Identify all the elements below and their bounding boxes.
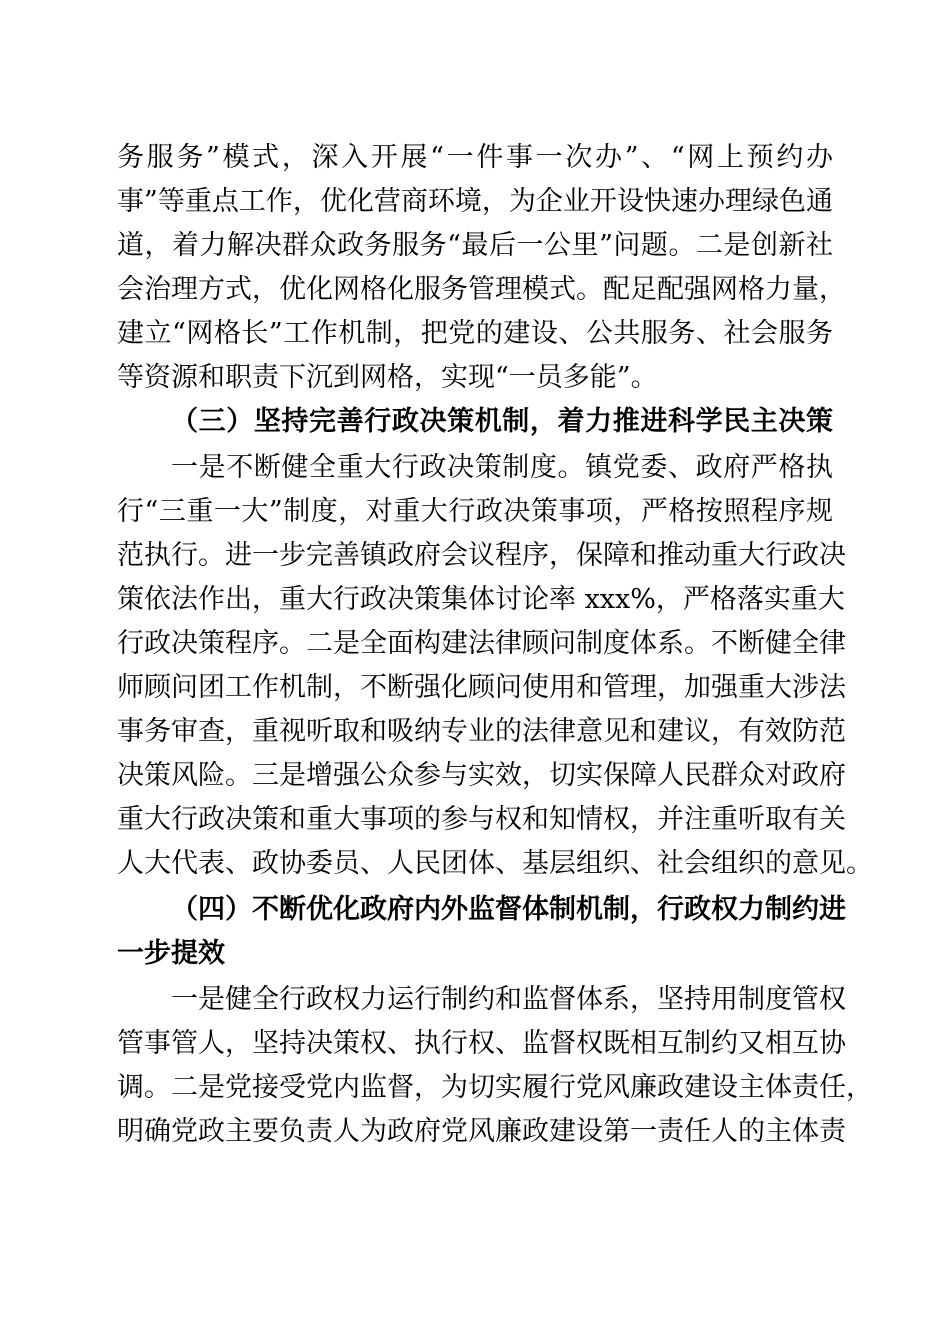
- section-heading-3: （三）坚持完善行政决策机制，着力推进科学民主决策: [171, 406, 833, 437]
- text-line: 重大行政决策和重大事项的参与权和知情权，并注重听取有关: [117, 804, 846, 835]
- text-line: 事务审查，重视听取和吸纳专业的法律意见和建议，有效防范: [117, 716, 846, 747]
- text-line: 调。二是党接受党内监督，为切实履行党风廉政建设主体责任，: [117, 1072, 873, 1103]
- text-line: 师顾问团工作机制，不断强化顾问使用和管理，加强重大涉法: [117, 672, 846, 703]
- section-heading-4: （四）不断优化政府内外监督体制机制，行政权力制约进: [171, 894, 846, 925]
- text-line: 行“三重一大”制度，对重大行政决策事项，严格按照程序规: [117, 496, 833, 527]
- section-heading-4-cont: 一步提效: [117, 938, 225, 969]
- text-line: 事”等重点工作，优化营商环境，为企业开设快速办理绿色通: [117, 186, 833, 217]
- text-line: 一是不断健全重大行政决策制度。镇党委、政府严格执: [171, 452, 833, 483]
- text-line: 行政决策程序。二是全面构建法律顾问制度体系。不断健全律: [117, 628, 846, 659]
- text-line: 决策风险。三是增强公众参与实效，切实保障人民群众对政府: [117, 760, 846, 791]
- text-line: 会治理方式，优化网格化服务管理模式。配足配强网格力量，: [117, 274, 846, 305]
- text-line: 策依法作出，重大行政决策集体讨论率 xxx%，严格落实重大: [117, 584, 845, 615]
- text-line: 建立“网格长”工作机制，把党的建设、公共服务、社会服务: [117, 318, 833, 349]
- text-line: 范执行。进一步完善镇政府会议程序，保障和推动重大行政决: [117, 540, 846, 571]
- text-line: 务服务”模式，深入开展“一件事一次办”、“网上预约办: [117, 142, 833, 173]
- text-line: 管事管人，坚持决策权、执行权、监督权既相互制约又相互协: [117, 1028, 846, 1059]
- text-line: 等资源和职责下沉到网格，实现“一员多能”。: [117, 362, 658, 393]
- text-line: 一是健全行政权力运行制约和监督体系，坚持用制度管权: [171, 984, 846, 1015]
- text-line: 道，着力解决群众政务服务“最后一公里”问题。二是创新社: [117, 230, 833, 261]
- text-line: 人大代表、政协委员、人民团体、基层组织、社会组织的意见。: [117, 848, 873, 879]
- text-line: 明确党政主要负责人为政府党风廉政建设第一责任人的主体责: [117, 1116, 846, 1147]
